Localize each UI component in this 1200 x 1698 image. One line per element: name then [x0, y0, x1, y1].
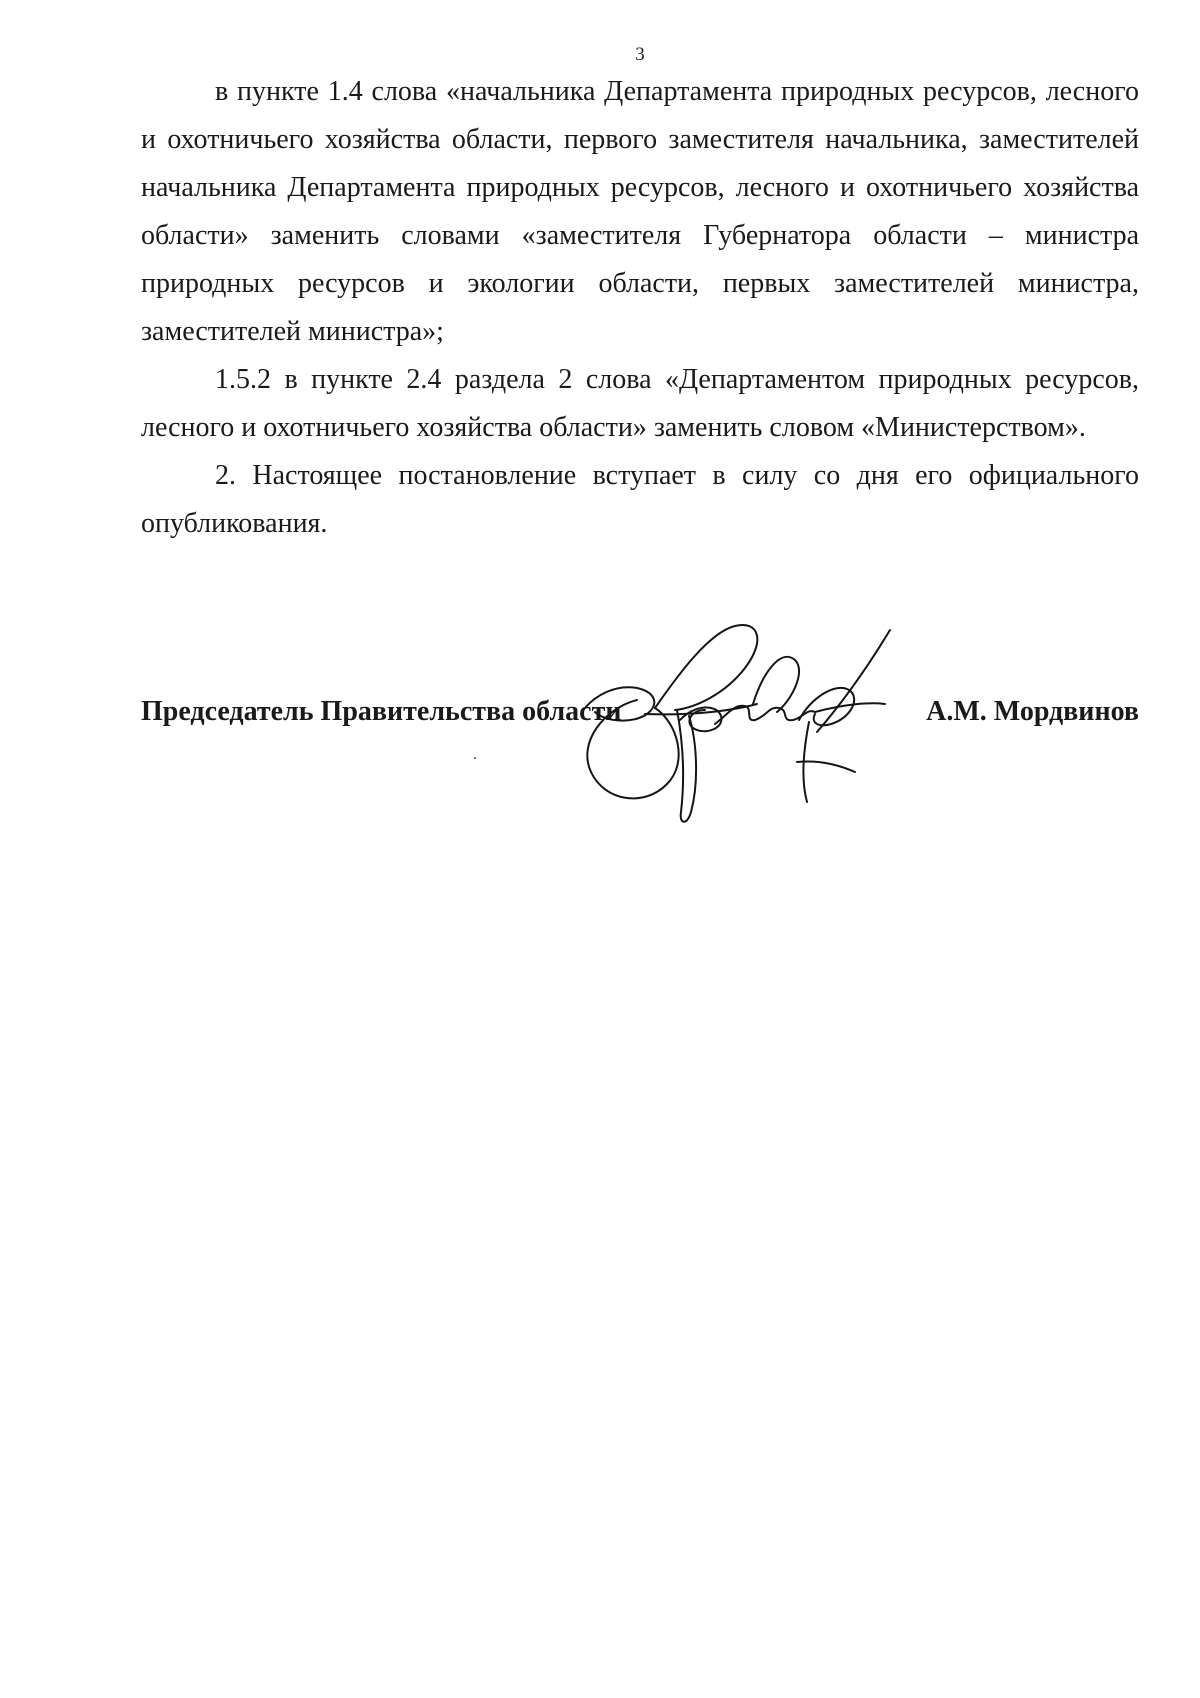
- paragraph-clause-1-4: в пункте 1.4 слова «начальника Департамента природных ресурсов, лесного и охотничьего хозяйства области, первого заместителя начальника, заместителей начальника Департамента природных ресурсов, лесного и охотничьего хозяйства области» заменить словами «заместителя Губернатора области – министра природных ресурсов и экологии области, первых заместителей министра, заместителей министра»;: [141, 76, 1139, 347]
- page-number: 3: [635, 44, 645, 65]
- signer-name: А.М. Мордвинов: [926, 696, 1139, 727]
- document-body: [141, 68, 1139, 548]
- paragraph-effective-date: 2. Настоящее постановление вступает в силу со дня его официального опубликования.: [141, 460, 1139, 539]
- scan-speck: [474, 757, 476, 759]
- signer-title: Председатель Правительства области: [141, 696, 622, 727]
- signature-icon: [585, 612, 945, 832]
- paragraph-clause-1-5-2: 1.5.2 в пункте 2.4 раздела 2 слова «Департаментом природных ресурсов, лесного и охотничьего хозяйства области» заменить словом «Министерством».: [141, 364, 1139, 443]
